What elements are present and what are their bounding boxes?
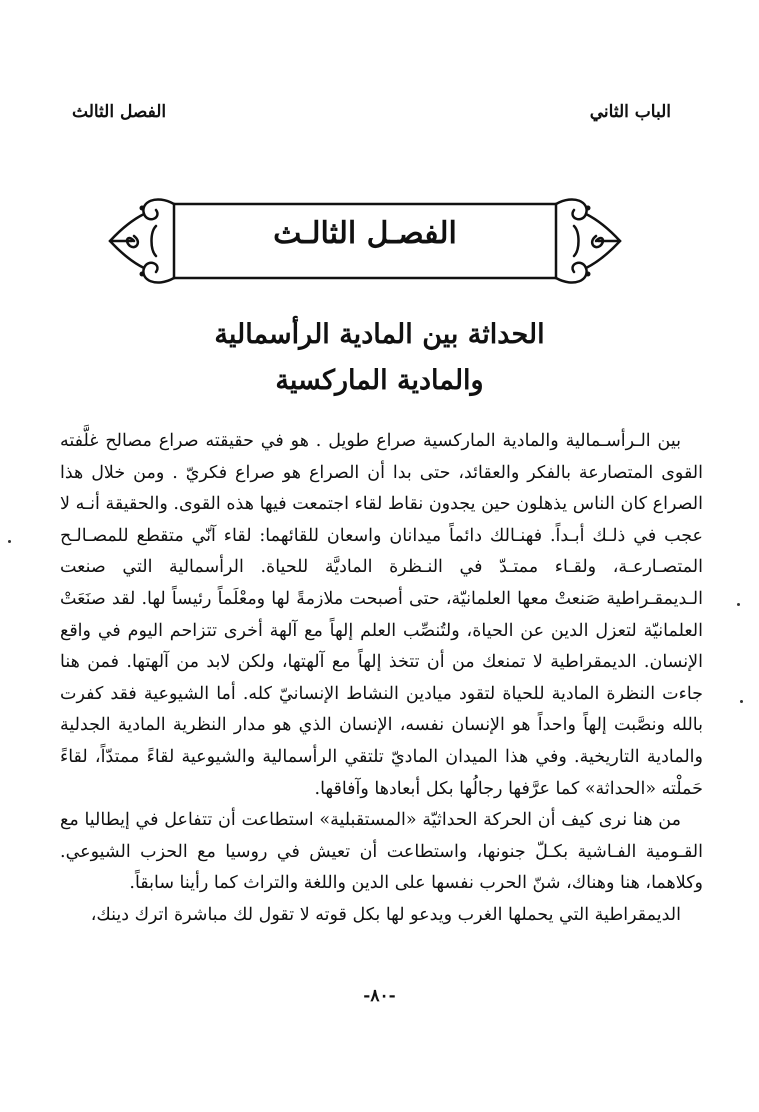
article-title-line-1: الحداثة بين المادية الرأسمالية	[214, 319, 545, 350]
article-title	[100, 312, 659, 404]
chapter-title: الفصـل الثالـث	[273, 216, 457, 251]
chapter-banner	[104, 190, 626, 292]
running-header-part: الباب الثاني	[589, 102, 671, 122]
margin-speck	[737, 603, 740, 606]
running-header	[72, 98, 671, 126]
paragraph: الديمقراطية التي يحملها الغرب ويدعو لها بكل قوته لا تقول لك مباشرة اترك دينك،	[90, 904, 681, 925]
page-number: -٨٠-	[363, 986, 396, 1006]
paragraph: من هنا نرى كيف أن الحركة الحداثيّة «المستقبلية» استطاعت أن تتفاعل في إيطاليا مع القـومية الفـاشية بكـلّ جنونها، واستطاعت أن تعيش في روسيا مع الحزب الشيوعي. وكلاهما، هنا وهناك، شنّ الحرب نفسها على الدين واللغة والتراث كما رأينا سابقاً.	[60, 810, 703, 894]
body-text	[60, 426, 703, 932]
running-header-chapter: الفصل الثالث	[72, 102, 167, 122]
article-title-line-2: والمادية الماركسية	[275, 365, 484, 396]
paragraph: بين الـرأسـمالية والمادية الماركسية صراع طويل . هو في حقيقته صراع مصالح غلَّفته القوى المتصارعة بالفكر والعقائد، حتى بدا أن الصراع هو صراع فكريّ . ومن خلال هذا الصراع كان الناس يذهلون حين يجدون نقاط لقاء اجتمعت فيها هذه القوى. والحقيقة أنـه لا عجب في ذلـك أبـداً. فهنـالك دائماً ميدانان واسعان للقائهما: لقاء آنّي متقطع للمصـالـح المتصـارعـة، ولقـاء ممتـدّ في النـظرة الماديَّة للحياة. الرأسمالية التي صنعت الـديمقـراطية صَنعتْ معها العلمانيّة، حتى أصبحت ملازمةً لها ومعْلَماً رئيساً لها. لقد صنَعَتْ العلمانيّة لتعزل الدين عن الحياة، ولتُنصِّب العلم إلهاً مع آلهة أخرى تتزاحم اليوم في واقع الإنسان. الديمقراطية لا تمنعك من أن تتخذ إلهاً مع آلهتها، ولكن لابد من آلهتها. فمن هنا جاءت النظرة المادية للحياة لتقود ميادين النشاط الإنسانيّ كله. أما الشيوعية فقد كفرت بالله ونصَّبت إلهاً واحداً هو الإنسان نفسه، الإنسان الذي هو مدار النظرية المادية الجدلية والمادية التاريخية. وفي هذا الميدان الماديّ تلتقي الرأسمالية والشيوعية لقاءً ممتدّاً، لقاءً حَملْته «الحداثة» كما عرَّفها رجالُها بكل أبعادها وآفاقها.	[60, 431, 703, 799]
margin-speck	[8, 540, 11, 543]
margin-speck	[740, 700, 743, 703]
